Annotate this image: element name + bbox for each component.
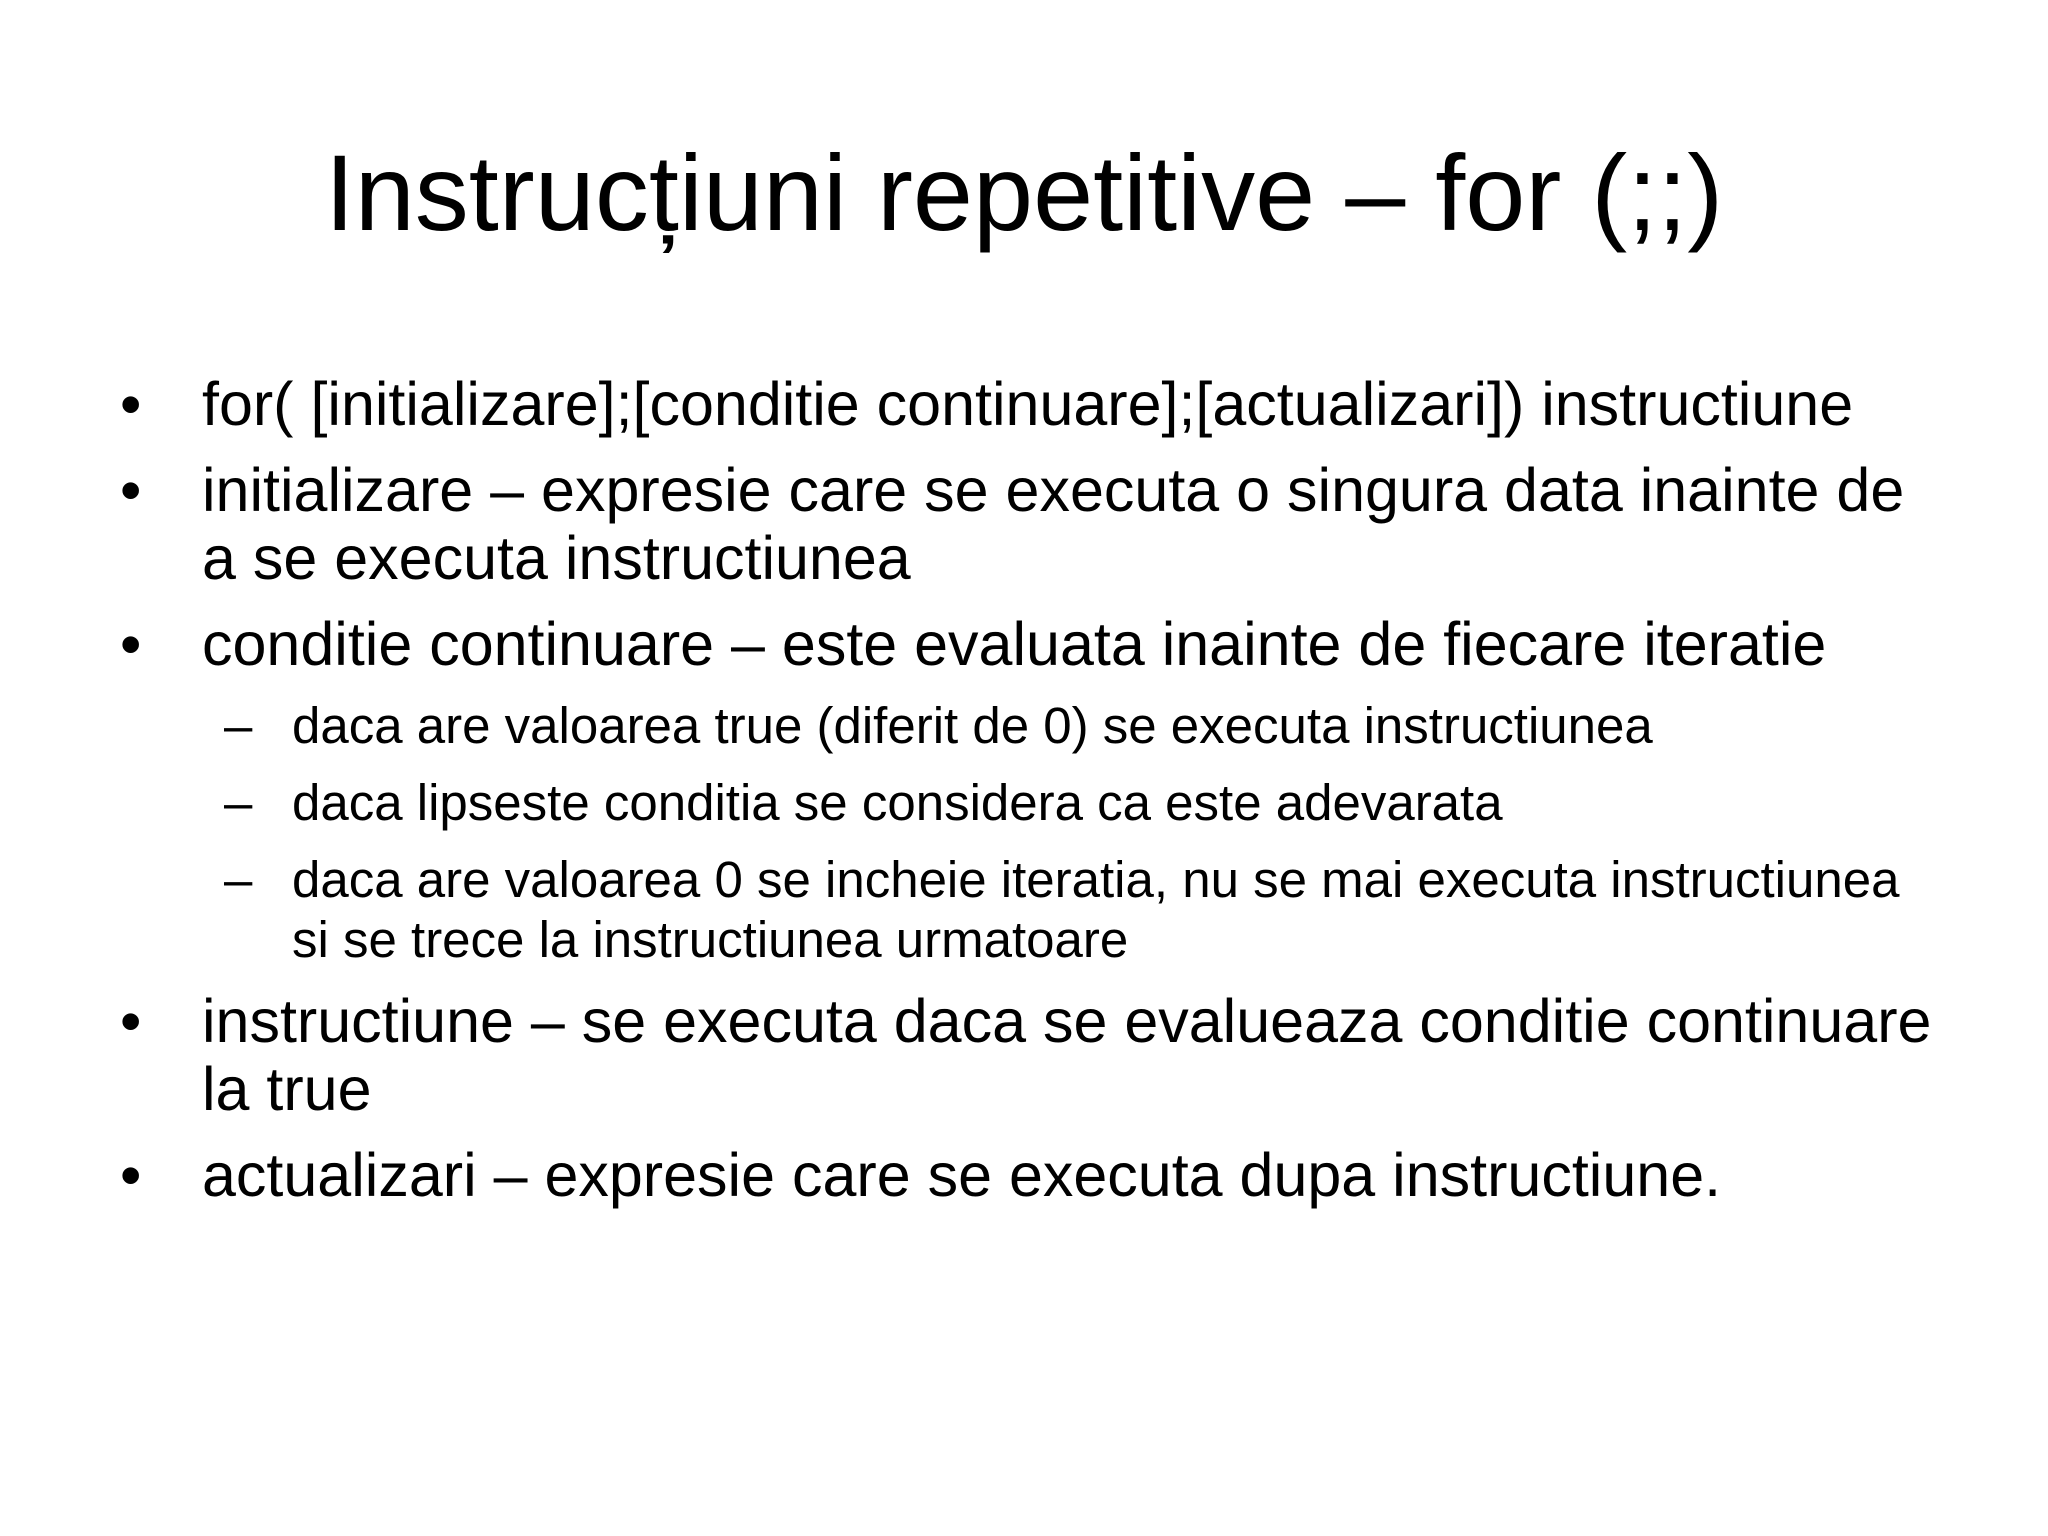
bullet-marker: • xyxy=(120,610,142,678)
dash-marker: – xyxy=(224,851,253,908)
bullet-item xyxy=(120,456,1950,592)
sub-bullet-text: daca lipseste conditia se considera ca este adevarata xyxy=(292,774,1503,831)
bullet-text: actualizari – expresie care se executa dupa instructiune. xyxy=(202,1141,1722,1209)
sub-bullet-text: daca are valoarea 0 se incheie iteratia, nu se mai executa instructiunea si se trece la instructiunea urmatoare xyxy=(292,851,1900,968)
bullet-marker: • xyxy=(120,987,142,1055)
sub-bullet-text: daca are valoarea true (diferit de 0) se executa instructiunea xyxy=(292,697,1653,754)
dash-marker: – xyxy=(224,697,253,754)
bullet-item xyxy=(120,610,1950,678)
bullet-list xyxy=(120,370,1950,1227)
bullet-marker: • xyxy=(120,456,142,524)
bullet-item xyxy=(120,1141,1950,1209)
sub-bullet-list xyxy=(120,696,1950,970)
bullet-item xyxy=(120,370,1950,438)
bullet-item xyxy=(120,987,1950,1123)
bullet-text: instructiune – se executa daca se evalueaza conditie continuare la true xyxy=(202,987,1932,1123)
bullet-text: conditie continuare – este evaluata inainte de fiecare iteratie xyxy=(202,610,1827,678)
bullet-text: initializare – expresie care se executa o singura data inainte de a se executa instructiunea xyxy=(202,456,1905,592)
bullet-marker: • xyxy=(120,370,142,438)
dash-marker: – xyxy=(224,774,253,831)
bullet-marker: • xyxy=(120,1141,142,1209)
sub-bullet-item xyxy=(120,850,1950,970)
bullet-text: for( [initializare];[conditie continuare];[actualizari]) instructiune xyxy=(202,370,1854,438)
sub-bullet-item xyxy=(120,773,1950,833)
sub-bullet-item xyxy=(120,696,1950,756)
slide-title: Instrucțiuni repetitive – for (;;) xyxy=(324,132,1724,253)
